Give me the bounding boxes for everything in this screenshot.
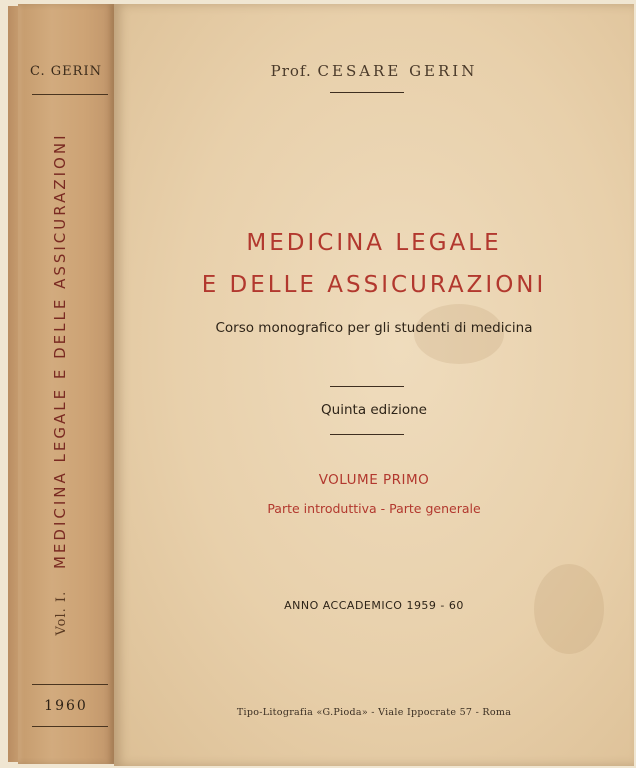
spine-title-rotated [51,104,81,664]
author-divider [330,92,404,93]
academic-year: ANNO ACCADEMICO 1959 - 60 [284,599,464,612]
author-prefix: Prof. [270,62,312,80]
spine-top-rule [32,94,108,95]
edition-bottom-divider [330,434,404,435]
book-title-line-2: E DELLE ASSICURAZIONI [201,272,547,298]
spine-volume: Vol. I. [54,590,69,636]
spine-author: C. GERIN [30,64,102,79]
printer-imprint: Tipo-Litografia «G.Pioda» - Viale Ippocrate 57 - Roma [236,707,512,718]
spine-bottom-rule-1 [32,684,108,685]
book-title-line-1: MEDICINA LEGALE [246,230,502,256]
book-subtitle: Corso monografico per gli studenti di medicina [215,320,533,336]
spine-year: 1960 [44,698,88,714]
book-spine [18,4,114,764]
volume-parts: Parte introduttiva - Parte generale [267,501,481,516]
edition-label: Quinta edizione [321,402,427,418]
spine-bottom-rule-2 [32,726,108,727]
spine-title-area [28,104,104,664]
author-name: CESARE GERIN [317,62,478,80]
edition-top-divider [330,386,404,387]
author-line [114,62,634,80]
front-cover [114,4,634,766]
volume-label: VOLUME PRIMO [318,472,430,488]
spine-title: MEDICINA LEGALE E DELLE ASSICURAZIONI [51,132,69,570]
